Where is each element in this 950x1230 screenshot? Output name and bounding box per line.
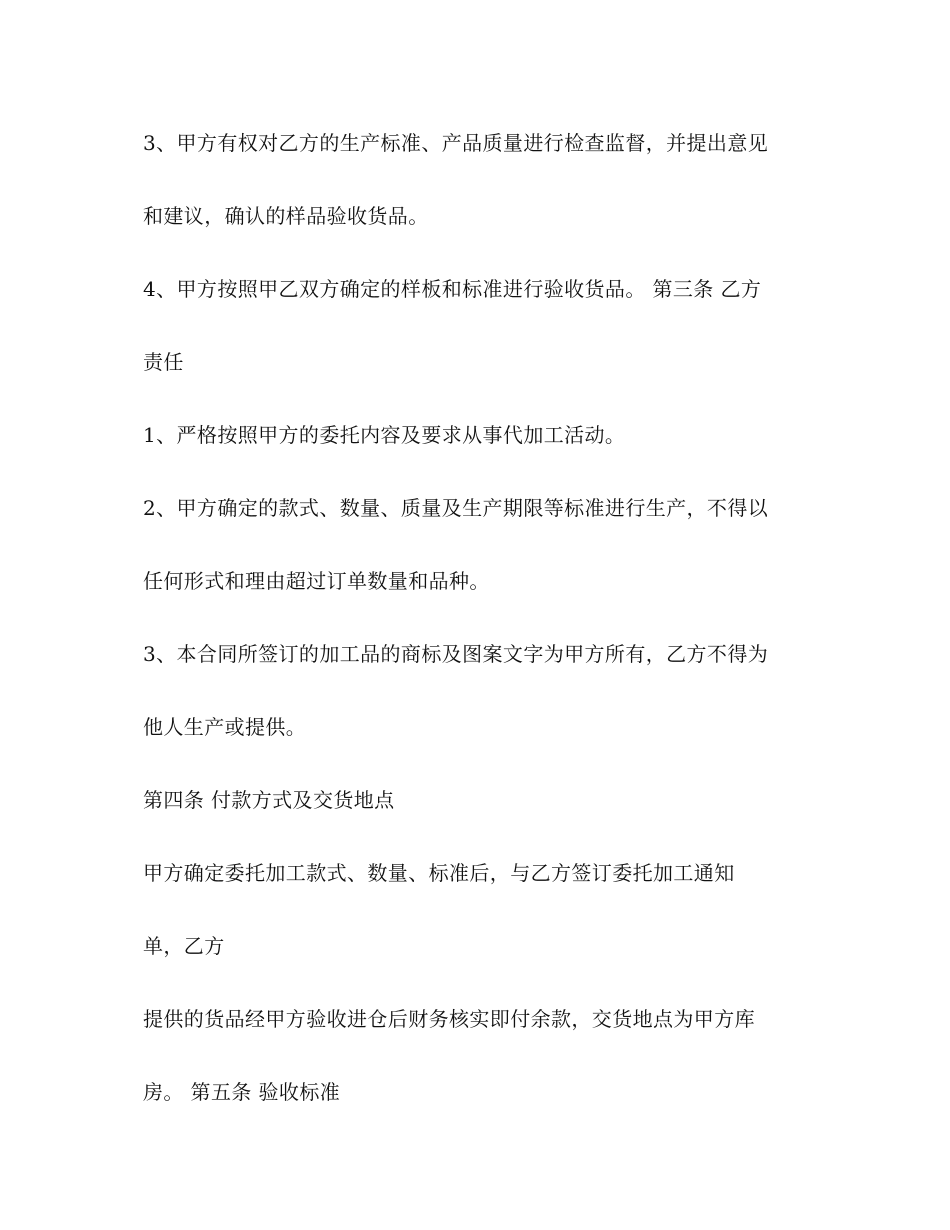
text-line-6: 2、甲方确定的款式、数量、质量及生产期限等标准进行生产，不得以: [143, 496, 769, 520]
text-line-8: 3、本合同所签订的加工品的商标及图案文字为甲方所有，乙方不得为: [143, 642, 769, 666]
text-line-3: 4、甲方按照甲乙双方确定的样板和标准进行验收货品。 第三条 乙方: [143, 277, 762, 301]
text-line-9: 他人生产或提供。: [143, 715, 307, 739]
text-line-11: 甲方确定委托加工款式、数量、标准后，与乙方签订委托加工通知: [143, 861, 735, 885]
text-line-2: 和建议，确认的样品验收货品。: [143, 204, 429, 228]
section-heading-4: 第四条 付款方式及交货地点: [143, 788, 395, 812]
text-line-14: 房。 第五条 验收标准: [143, 1080, 341, 1104]
text-line-5: 1、严格按照甲方的委托内容及要求从事代加工活动。: [143, 423, 626, 447]
text-line-12: 单，乙方: [143, 934, 225, 958]
text-line-1: 3、甲方有权对乙方的生产标准、产品质量进行检查监督，并提出意见: [143, 131, 769, 155]
text-line-13: 提供的货品经甲方验收进仓后财务核实即付余款，交货地点为甲方库: [143, 1007, 755, 1031]
text-line-4: 责任: [143, 350, 184, 374]
text-line-7: 任何形式和理由超过订单数量和品种。: [143, 569, 490, 593]
